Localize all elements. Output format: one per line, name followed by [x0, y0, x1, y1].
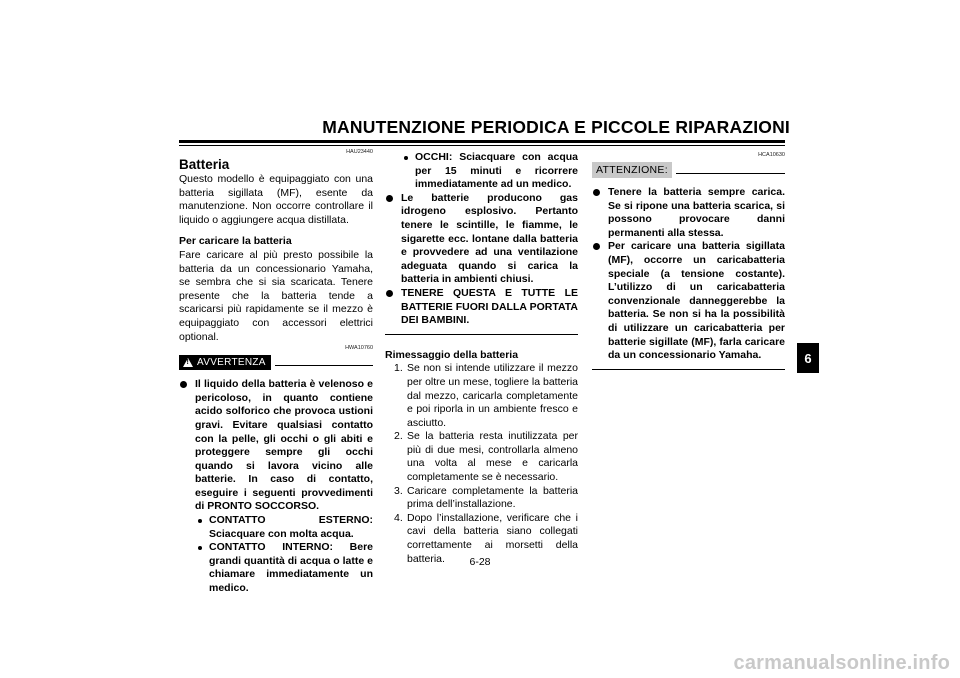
- subheading-charge: Per caricare la batteria: [179, 235, 292, 248]
- column-left: [179, 148, 373, 596]
- caution-badge: ATTENZIONE:: [592, 162, 672, 178]
- sub-item-text: CONTATTO ESTERNO: Sciacquare con molta acqua.: [209, 514, 373, 540]
- watermark: carmanualsonline.info: [733, 652, 950, 674]
- bullet-icon: [593, 243, 600, 250]
- page-title: MANUTENZIONE PERIODICA E PICCOLE RIPARAZIONI: [322, 117, 790, 137]
- chapter-tab[interactable]: 6: [797, 343, 819, 373]
- reference-code: HAU23440: [346, 149, 373, 155]
- subheading-storage: Rimessaggio della batteria: [385, 348, 519, 361]
- warning-text: Il liquido della batteria è velenoso e pericoloso, in quanto contiene acido solforico che provoca ustioni gravi. Evitare qualsiasi contatto con la pelle, gli occhi o gli abiti e proteggere sempre gli occhi quando si lavora vicino alle batterie. In caso di contatto, eseguire i seguenti provvedimenti di PRONTO SOCCORSO.: [195, 378, 373, 513]
- sub-item-text: OCCHI: Sciacquare con acqua per 15 minuti e ricorrere immediatamente ad un medico.: [415, 151, 578, 191]
- bullet-text: Per caricare una batteria sigillata (MF), occorre un caricabatteria speciale (a tensione costante). L’utilizzo di un caricabatteria convenzionale danneggerebbe la batteria. Se non si ha la possibilità di utilizzare un caricabatteria per batterie sigillate (MF), farla caricare da un concessionario Yamaha.: [608, 240, 785, 362]
- bullet-icon: [593, 189, 600, 196]
- step-text: Dopo l’installazione, verificare che i cavi della batteria siano collegati correttamente ai morsetti della batteria.: [407, 511, 578, 565]
- charge-paragraph: Fare caricare al più presto possibile la batteria da un concessionario Yamaha, se sembra che si sia scaricata. Tenere presente che la batteria tende a scaricarsi più rapidamente se il mezzo è equipaggiato con accessori elettrici optional.: [179, 248, 373, 343]
- bullet-icon: [386, 195, 393, 202]
- step-number: 2.: [394, 430, 403, 443]
- step-text: Se la batteria resta inutilizzata per più di due mesi, controllarla almeno una volta al mese e caricarla completamente se è necessario.: [407, 430, 578, 484]
- step-number: 4.: [394, 511, 403, 524]
- intro-paragraph: Questo modello è equipaggiato con una batteria sigillata (MF), esente da manutenzione. Non occorre controllare il liquido o aggiungere acqua distillata.: [179, 173, 373, 226]
- divider: [676, 173, 785, 174]
- step-item: [385, 485, 578, 512]
- section-heading: Batteria: [179, 157, 230, 172]
- sub-item: [179, 514, 373, 541]
- sub-item: [179, 541, 373, 595]
- bullet-icon: [198, 546, 202, 550]
- reference-code: HWA10760: [345, 345, 373, 352]
- bullet-text: Le batterie producono gas idrogeno esplosivo. Pertanto tenere le scintille, le fiamme, le sigarette ecc. lontane dalla batteria e provvedere ad una ventilazione adeguata quando si carica la batteria in ambienti chiusi.: [401, 191, 578, 286]
- sub-item: [385, 151, 578, 192]
- title-rule: [179, 140, 785, 143]
- bullet-text: Tenere la batteria sempre carica. Se si ripone una batteria scarica, si possono provocare danni permanenti alla stessa.: [608, 186, 785, 239]
- divider: [275, 365, 373, 366]
- warning-bullet: [179, 378, 373, 514]
- page-number: 6-28: [469, 556, 491, 568]
- bullet-icon: [198, 519, 202, 523]
- warning-end-rule: [385, 334, 578, 335]
- warning-header: [179, 355, 373, 370]
- step-text: Se non si intende utilizzare il mezzo per oltre un mese, togliere la batteria dal mezzo, caricarla completamente e poi riporla in un ambiente fresco e asciutto.: [407, 362, 579, 429]
- bullet-icon: [180, 381, 187, 388]
- reference-code: HCA10630: [758, 152, 785, 158]
- caution-header: [592, 162, 785, 178]
- bullet-icon: [404, 156, 408, 160]
- warning-bullet: [385, 192, 578, 287]
- bullet-icon: [386, 290, 393, 297]
- warning-icon: !: [183, 358, 193, 367]
- warning-label: AVVERTENZA: [197, 357, 266, 369]
- warning-badge: [179, 355, 271, 370]
- step-number: 1.: [394, 362, 403, 375]
- step-number: 3.: [394, 484, 403, 497]
- caution-bullet: [592, 186, 785, 240]
- sub-item-text: CONTATTO INTERNO: Bere grandi quantità di acqua o latte e chiamare immediatamente un medico.: [209, 541, 373, 595]
- column-middle: [385, 151, 578, 566]
- step-item: [385, 362, 578, 430]
- warning-bullet: [385, 287, 578, 328]
- title-rule-thin: [179, 145, 785, 146]
- step-item: [385, 430, 578, 484]
- bullet-text: TENERE QUESTA E TUTTE LE BATTERIE FUORI DALLA PORTATA DEI BAMBINI.: [401, 286, 578, 327]
- caution-end-rule: [592, 369, 785, 370]
- caution-bullet: [592, 240, 785, 362]
- column-right: [592, 151, 785, 370]
- step-text: Caricare completamente la batteria prima dell’installazione.: [407, 484, 578, 511]
